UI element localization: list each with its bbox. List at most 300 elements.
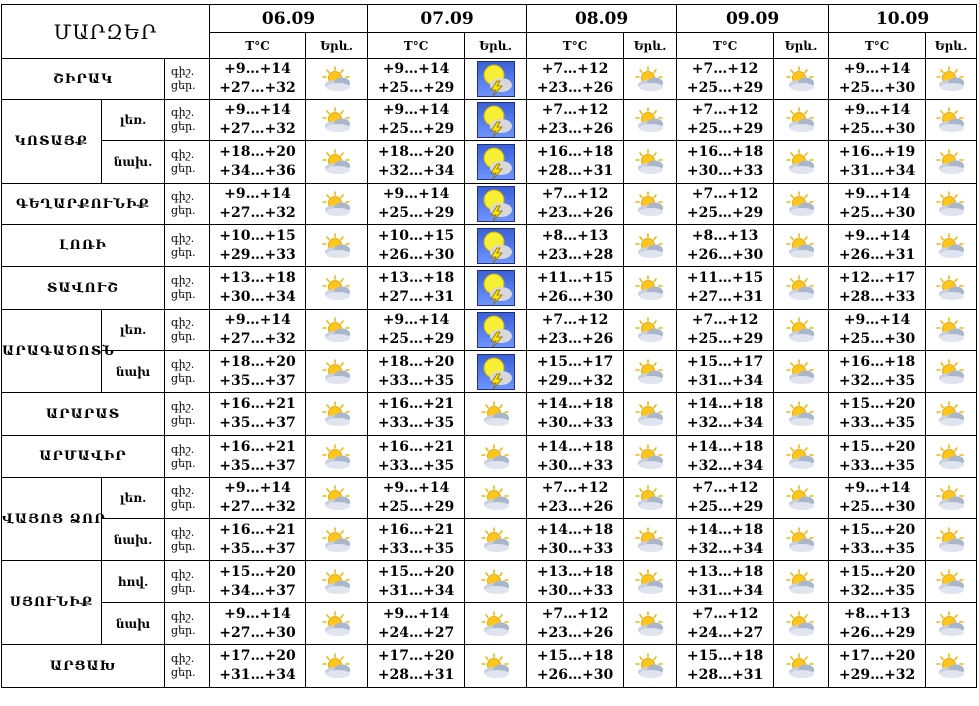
temp-column-header: T°C [829,33,926,59]
weather-cell [774,645,829,688]
day-temp: +24…+27 [377,624,455,641]
night-temp: +14…+18 [536,438,614,455]
day-temp: +26…+29 [838,624,916,641]
weather-cell [465,519,527,561]
weather-cell [306,519,368,561]
night-temp: +14…+18 [686,438,764,455]
temperature-cell [210,519,306,561]
day-temp: +23…+26 [536,624,614,641]
partly-sunny-icon [785,275,817,301]
table-row [2,603,977,645]
day-temp: +27…+32 [219,205,296,221]
partly-sunny-icon [935,317,967,343]
day-temp: +30…+33 [536,415,614,431]
weather-cell [926,267,977,310]
day-temp: +32…+35 [838,582,916,599]
weather-cell [624,561,677,603]
night-label: գիշ. [171,442,195,456]
temperature-cell [677,645,774,688]
temperature-cell [210,645,306,688]
table-row [2,436,977,478]
weather-cell [624,267,677,310]
partly-sunny-icon [321,149,353,175]
day-temp: +33…+35 [838,415,916,431]
day-temp: +23…+26 [536,331,614,347]
temperature-cell [677,519,774,561]
time-of-day-labels [165,267,210,310]
night-temp: +7…+12 [541,312,609,328]
forecast-body [2,59,977,688]
partly-sunny-icon [321,569,353,595]
temperature-cell [368,59,465,100]
weather-cell [926,184,977,225]
day-temp: +27…+31 [686,289,764,305]
night-temp: +7…+12 [691,186,759,202]
weather-cell [306,436,368,478]
night-label: գիշ. [171,484,195,497]
partly-sunny-icon [935,653,967,679]
region-name: ԱՐՑԱԽ [2,645,165,688]
partly-sunny-icon [321,401,353,427]
day-temp: +27…+32 [219,331,296,347]
day-temp: +26…+31 [838,246,916,263]
weather-cell [465,645,527,688]
day-temp: +33…+35 [377,415,455,431]
partly-sunny-icon [935,149,967,175]
subregion-name: նախ. [102,519,165,561]
day-temp: +25…+29 [377,121,455,137]
night-temp: +10…+15 [377,227,455,244]
partly-sunny-icon [935,359,967,385]
region-name: ԳԵՂԱՐՔՈՒՆԻՔ [2,184,165,225]
night-temp: +7…+12 [691,102,759,118]
temperature-cell [368,141,465,184]
night-temp: +16…+19 [838,144,916,160]
thunderstorm-icon [477,228,515,264]
time-of-day-labels [165,393,210,436]
partly-sunny-icon [321,485,353,511]
weather-column-header: Երև. [926,33,977,59]
weather-cell [926,310,977,351]
date-header: 07.09 [368,5,527,33]
partly-sunny-icon [321,233,353,259]
day-temp: +23…+26 [536,205,614,221]
night-temp: +16…+21 [377,521,455,538]
day-temp: +23…+28 [536,246,614,263]
weather-cell [306,310,368,351]
temperature-cell [210,267,306,310]
day-temp: +32…+34 [686,415,764,431]
temperature-cell [677,59,774,100]
day-temp: +32…+34 [377,163,455,179]
temperature-cell [829,603,926,645]
night-label: գիշ. [171,148,195,161]
night-temp: +17…+20 [838,648,916,664]
weather-cell [624,351,677,393]
night-temp: +14…+18 [686,396,764,412]
night-temp: +16…+18 [838,353,916,370]
temperature-cell [677,351,774,393]
night-temp: +11…+15 [686,270,764,286]
partly-sunny-icon [480,527,512,553]
night-temp: +12…+17 [838,270,916,286]
night-temp: +17…+20 [377,648,455,664]
subregion-name: նախ [102,351,165,393]
day-label: ցեր. [171,288,196,301]
temperature-cell [368,310,465,351]
temp-column-header: T°C [368,33,465,59]
partly-sunny-icon [634,359,666,385]
partly-sunny-icon [935,233,967,259]
temperature-cell [210,225,306,267]
night-temp: +9…+14 [224,186,291,202]
date-header: 08.09 [527,5,677,33]
weather-cell [624,100,677,141]
night-temp: +9…+14 [843,61,911,77]
night-temp: +9…+14 [382,186,450,202]
partly-sunny-icon [634,401,666,427]
day-label: ցեր. [171,162,196,175]
night-temp: +7…+12 [541,605,609,622]
day-temp: +29…+32 [536,372,614,389]
night-temp: +8…+13 [843,605,911,622]
weather-cell [774,561,829,603]
partly-sunny-icon [321,527,353,553]
day-temp: +25…+29 [377,80,455,96]
night-temp: +18…+20 [219,353,296,370]
night-temp: +14…+18 [686,521,764,538]
night-temp: +16…+21 [377,438,455,455]
temperature-cell [829,59,926,100]
table-row [2,561,977,603]
thunderstorm-icon [477,102,515,138]
night-temp: +17…+20 [219,648,296,664]
day-temp: +31…+34 [377,582,455,599]
weather-cell [926,645,977,688]
night-temp: +9…+14 [224,102,291,118]
partly-sunny-icon [634,653,666,679]
night-temp: +9…+14 [224,605,291,622]
weather-cell [624,436,677,478]
temperature-cell [210,100,306,141]
temperature-cell [527,141,624,184]
night-temp: +15…+20 [838,563,916,580]
night-temp: +15…+20 [838,438,916,455]
temperature-cell [829,184,926,225]
temperature-cell [829,393,926,436]
region-name: ԱՐԱՐԱՏ [2,393,165,436]
time-of-day-labels [165,184,210,225]
subregion-name: հով. [102,561,165,603]
partly-sunny-icon [935,569,967,595]
weather-cell [774,478,829,519]
partly-sunny-icon [480,611,512,637]
night-temp: +15…+17 [536,353,614,370]
temperature-cell [527,645,624,688]
night-temp: +13…+18 [377,270,455,286]
temperature-cell [829,351,926,393]
weather-cell [926,351,977,393]
night-temp: +15…+18 [686,648,764,664]
temperature-cell [829,519,926,561]
night-temp: +16…+18 [536,144,614,160]
subregion-name: նախ [102,603,165,645]
date-header: 09.09 [677,5,829,33]
temperature-cell [829,141,926,184]
partly-sunny-icon [785,569,817,595]
temperature-cell [368,393,465,436]
day-temp: +26…+30 [536,667,614,683]
partly-sunny-icon [321,317,353,343]
weather-cell [624,184,677,225]
time-of-day-labels [165,603,210,645]
day-temp: +24…+27 [686,624,764,641]
partly-sunny-icon [321,107,353,133]
day-temp: +27…+32 [219,121,296,137]
partly-sunny-icon [321,275,353,301]
partly-sunny-icon [935,401,967,427]
region-name: ԿՈՏԱՅՔ [2,100,102,184]
night-label: գիշ. [171,231,195,245]
thunderstorm-icon [477,354,515,390]
temperature-cell [368,267,465,310]
subregion-name: նախ. [102,141,165,184]
day-temp: +25…+29 [686,121,764,137]
night-temp: +7…+12 [691,605,759,622]
weather-cell [465,561,527,603]
day-temp: +32…+35 [838,372,916,389]
weather-cell [926,478,977,519]
table-row [2,310,977,351]
temperature-cell [527,436,624,478]
night-temp: +9…+14 [382,102,450,118]
day-label: ցեր. [171,666,196,679]
night-temp: +9…+14 [224,480,291,496]
weather-cell [774,393,829,436]
weather-cell [306,351,368,393]
weather-cell [465,59,527,100]
time-of-day-labels [165,478,210,519]
weather-cell [465,267,527,310]
night-temp: +13…+18 [536,563,614,580]
night-temp: +9…+14 [382,61,450,77]
temperature-cell [527,478,624,519]
weather-cell [624,603,677,645]
temperature-cell [210,141,306,184]
table-row [2,225,977,267]
temperature-cell [829,478,926,519]
night-temp: +16…+21 [219,396,296,412]
night-temp: +8…+13 [541,227,609,244]
night-temp: +9…+14 [843,186,911,202]
temperature-cell [527,225,624,267]
weather-cell [465,351,527,393]
regions-header: ՄԱՐԶԵՐ [2,5,210,59]
partly-sunny-icon [634,233,666,259]
temperature-cell [368,351,465,393]
day-temp: +30…+34 [219,289,296,305]
night-temp: +18…+20 [219,144,296,160]
partly-sunny-icon [935,275,967,301]
partly-sunny-icon [785,66,817,92]
region-name: ԱՐՄԱՎԻՐ [2,436,165,478]
partly-sunny-icon [634,107,666,133]
weather-cell [465,310,527,351]
temperature-cell [677,310,774,351]
temperature-cell [368,603,465,645]
table-row [2,519,977,561]
partly-sunny-icon [634,569,666,595]
table-row [2,351,977,393]
day-temp: +25…+30 [838,121,916,137]
day-label: ցեր. [171,581,196,595]
night-temp: +14…+18 [536,396,614,412]
day-temp: +30…+33 [686,163,764,179]
day-label: ցեր. [171,79,196,92]
night-temp: +7…+12 [691,61,759,77]
night-temp: +7…+12 [541,61,609,77]
partly-sunny-icon [321,66,353,92]
weather-cell [926,519,977,561]
day-temp: +25…+29 [686,331,764,347]
weather-cell [306,393,368,436]
table-row [2,100,977,141]
day-temp: +29…+33 [219,246,296,263]
day-temp: +32…+34 [686,457,764,474]
day-temp: +26…+30 [377,246,455,263]
day-label: ցեր. [171,120,196,133]
temperature-cell [829,100,926,141]
weather-column-header: Երև. [306,33,368,59]
weather-cell [624,393,677,436]
partly-sunny-icon [321,359,353,385]
day-label: ցեր. [171,371,196,385]
day-temp: +25…+29 [377,499,455,515]
weather-cell [465,478,527,519]
weather-cell [926,393,977,436]
temperature-cell [210,310,306,351]
night-temp: +10…+15 [219,227,296,244]
temperature-cell [677,478,774,519]
night-label: գիշ. [171,400,195,413]
thunderstorm-icon [477,270,515,306]
weather-cell [306,100,368,141]
weather-cell [774,603,829,645]
weather-cell [306,603,368,645]
day-temp: +26…+30 [536,289,614,305]
temperature-cell [210,436,306,478]
temperature-cell [677,141,774,184]
temperature-cell [368,184,465,225]
weather-cell [926,561,977,603]
temperature-cell [677,184,774,225]
region-name: ՇԻՐԱԿ [2,59,165,100]
partly-sunny-icon [785,317,817,343]
night-temp: +18…+20 [377,144,455,160]
temperature-cell [527,267,624,310]
region-name: ԼՈՌԻ [2,225,165,267]
subregion-name: լեռ. [102,100,165,141]
weather-cell [774,351,829,393]
temperature-cell [829,267,926,310]
day-temp: +30…+33 [536,540,614,557]
partly-sunny-icon [634,191,666,217]
day-temp: +25…+29 [686,205,764,221]
subregion-name: լեռ. [102,310,165,351]
night-temp: +7…+12 [691,480,759,496]
partly-sunny-icon [935,527,967,553]
partly-sunny-icon [785,107,817,133]
table-row [2,478,977,519]
day-temp: +33…+35 [838,540,916,557]
partly-sunny-icon [321,191,353,217]
temperature-cell [210,478,306,519]
partly-sunny-icon [785,233,817,259]
weather-cell [926,141,977,184]
weather-cell [465,393,527,436]
night-temp: +18…+20 [377,353,455,370]
table-row [2,393,977,436]
temperature-cell [527,561,624,603]
night-temp: +9…+14 [843,102,911,118]
partly-sunny-icon [634,317,666,343]
partly-sunny-icon [634,149,666,175]
partly-sunny-icon [935,66,967,92]
day-temp: +33…+35 [377,372,455,389]
partly-sunny-icon [935,485,967,511]
partly-sunny-icon [634,275,666,301]
night-temp: +15…+20 [838,521,916,538]
partly-sunny-icon [935,191,967,217]
partly-sunny-icon [634,611,666,637]
region-name: ՏԱՎՈՒՇ [2,267,165,310]
partly-sunny-icon [785,527,817,553]
temp-column-header: T°C [677,33,774,59]
day-temp: +31…+34 [838,163,916,179]
temperature-cell [368,225,465,267]
day-temp: +25…+30 [838,205,916,221]
temperature-cell [677,561,774,603]
day-temp: +27…+32 [219,80,296,96]
night-label: գիշ. [171,652,195,665]
thunderstorm-icon [477,144,515,180]
weather-cell [774,310,829,351]
weather-column-header: Երև. [624,33,677,59]
weather-cell [465,100,527,141]
weather-cell [624,225,677,267]
time-of-day-labels [165,100,210,141]
day-temp: +25…+29 [686,80,764,96]
thunderstorm-icon [477,312,515,348]
temperature-cell [677,393,774,436]
day-temp: +25…+30 [838,80,916,96]
day-temp: +35…+37 [219,457,296,474]
night-temp: +9…+14 [843,227,911,244]
night-temp: +15…+20 [838,396,916,412]
partly-sunny-icon [480,569,512,595]
partly-sunny-icon [785,191,817,217]
day-temp: +28…+33 [838,289,916,305]
weather-cell [465,225,527,267]
partly-sunny-icon [785,485,817,511]
day-temp: +33…+35 [377,540,455,557]
temperature-cell [677,100,774,141]
day-temp: +33…+35 [377,457,455,474]
day-label: ցեր. [171,330,196,343]
time-of-day-labels [165,141,210,184]
day-label: ցեր. [171,456,196,470]
weather-cell [624,310,677,351]
